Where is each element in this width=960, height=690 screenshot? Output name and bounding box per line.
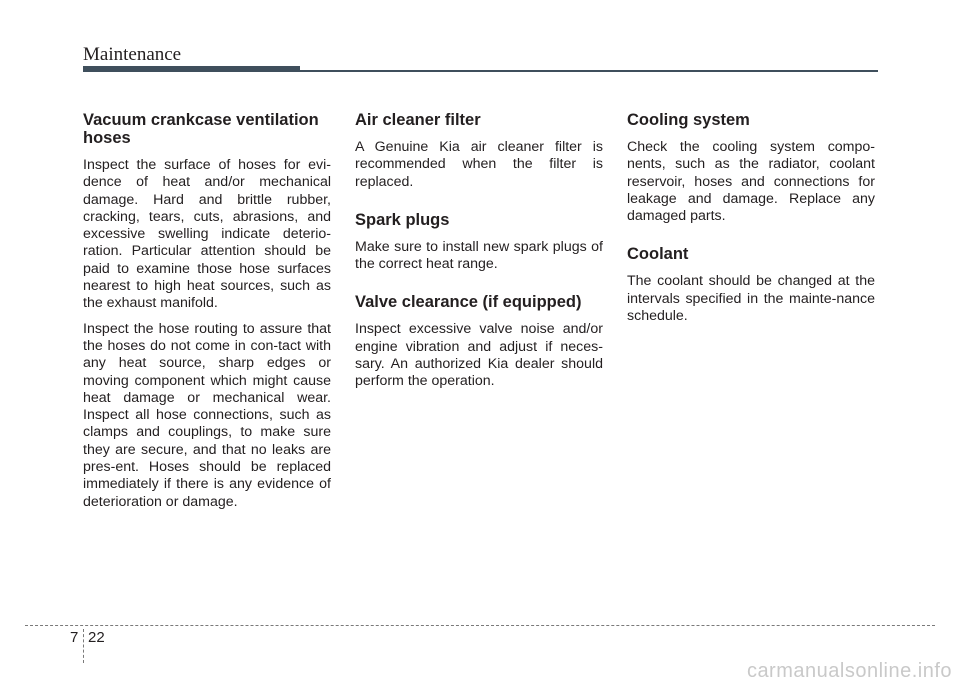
heading-spark-plugs: Spark plugs (355, 210, 450, 229)
chapter-number: 7 (70, 629, 79, 646)
header-rule-thick (83, 66, 300, 72)
column-1 (83, 111, 331, 519)
header-rule-thin (300, 70, 878, 72)
heading-valve-clearance: Valve clearance (if equipped) (355, 293, 582, 312)
paragraph-spark-plugs: Make sure to install new spark plugs of the correct heat range. (355, 238, 603, 273)
paragraph-hose-routing: Inspect the hose routing to assure that the hoses do not come in con-tact with any heat source, sharp edges or moving component which might cause heat damage or mechanical wear. Inspect all hose connections, such as clamps and couplings, to make sure they are secure, and that no leaks are pres-ent. Hoses should be replaced immediately if there is any evidence of deterioration or damage. (83, 320, 331, 510)
page-number-divider (83, 629, 84, 663)
heading-coolant: Coolant (627, 245, 689, 264)
paragraph-hose-surface: Inspect the surface of hoses for evi-dence of heat and/or mechanical damage. Hard and brittle rubber, cracking, tears, cuts, abrasions, and excessive swelling indicate deterio-ration. Particular attention should be paid to examine those hose surfaces nearest to high heat sources, such as the exhaust manifold. (83, 157, 331, 312)
page-number: 22 (88, 629, 105, 646)
column-2 (355, 111, 603, 399)
watermark: carmanualsonline.info (746, 660, 952, 682)
paragraph-air-cleaner: A Genuine Kia air cleaner filter is recommended when the filter is replaced. (355, 139, 603, 190)
heading-cooling-system: Cooling system (627, 111, 750, 129)
section-header: Maintenance (83, 44, 182, 65)
heading-vacuum-crankcase-hoses: Vacuum crankcase ventilation hoses (83, 111, 319, 147)
paragraph-coolant: The coolant should be changed at the intervals specified in the mainte-nance schedule. (627, 273, 875, 325)
heading-air-cleaner-filter: Air cleaner filter (355, 111, 481, 129)
column-3 (627, 111, 875, 333)
paragraph-valve-clearance: Inspect excessive valve noise and/or engine vibration and adjust if neces-sary. An authorized Kia dealer should perform the operation. (355, 321, 603, 390)
paragraph-cooling-system: Check the cooling system compo-nents, such as the radiator, coolant reservoir, hoses and connections for leakage and damage. Replace any damaged parts. (627, 139, 875, 225)
footer-rule (25, 625, 935, 626)
